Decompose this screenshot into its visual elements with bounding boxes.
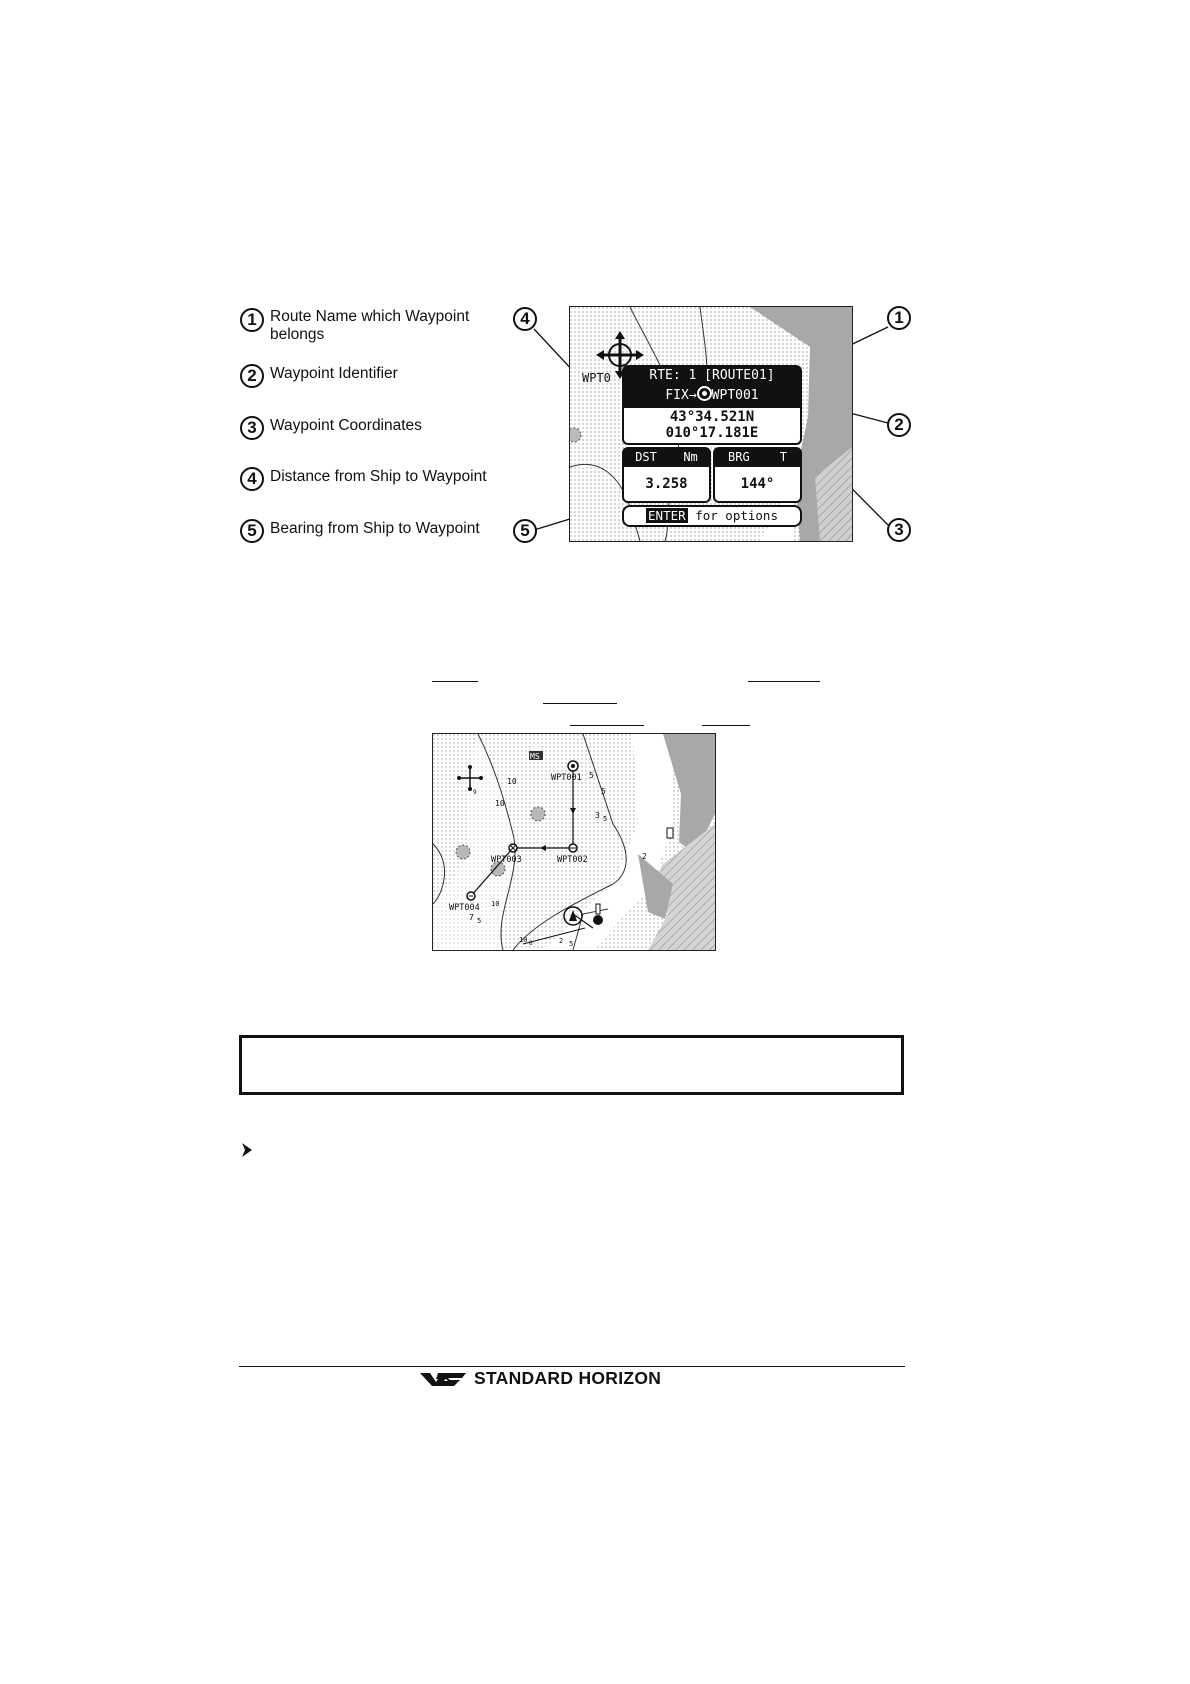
- depth-sounding: 10: [507, 777, 517, 786]
- legend-number: 5: [240, 519, 264, 543]
- enter-key: ENTER: [648, 508, 686, 523]
- ms-label: MS: [530, 752, 540, 761]
- chart-screen-2: [432, 733, 716, 951]
- buoy-icon: [667, 828, 673, 838]
- route-name: RTE: 1 [ROUTE01]: [649, 368, 775, 383]
- depth-sounding: 5: [569, 940, 574, 948]
- depth-sounding: 2: [642, 852, 647, 861]
- chart-screen-1: [569, 306, 853, 542]
- legend-number: 1: [240, 308, 264, 332]
- waypoint-label: WPT003: [491, 855, 522, 865]
- depth-sounding: 5: [601, 787, 606, 796]
- legend-text: Waypoint Identifier: [270, 365, 398, 382]
- dst-column: [622, 447, 711, 503]
- callout-5: 5: [513, 519, 537, 543]
- note-box: [239, 1035, 904, 1095]
- options-text: for options: [695, 508, 778, 523]
- legend-number: 3: [240, 416, 264, 440]
- standard-horizon-logo-icon: [420, 1370, 468, 1388]
- waypoint-marker: [467, 892, 475, 900]
- popup-header: [622, 365, 802, 408]
- bullet-arrow-icon: [240, 1142, 254, 1158]
- waypoint-marker: [509, 844, 517, 852]
- waypoint-label: WPT001: [551, 773, 582, 783]
- callout-4: 4: [513, 307, 537, 331]
- waypoint-label: WPT002: [557, 855, 588, 865]
- underline-mark: [748, 681, 820, 682]
- brand: [420, 1368, 661, 1389]
- brg-value: 144°: [713, 467, 802, 503]
- underline-mark: [570, 725, 644, 726]
- legend-text: Route Name which Waypoint belongs: [270, 308, 470, 343]
- latitude: 43°34.521N: [669, 409, 755, 425]
- brg-header: BRG T: [713, 447, 802, 467]
- dst-value: 3.258: [622, 467, 711, 503]
- underline-mark: [702, 725, 750, 726]
- options-bar[interactable]: [622, 505, 802, 527]
- waypoint-marker: [569, 844, 577, 852]
- depth-sounding: 5: [477, 917, 482, 925]
- depth-sounding: 5: [589, 771, 594, 780]
- depth-sounding: 10: [495, 799, 505, 808]
- callout-3: 3: [887, 518, 911, 542]
- depth-sounding: 7: [469, 913, 474, 922]
- depth-sounding: 10: [519, 936, 528, 944]
- target-icon: [697, 386, 712, 401]
- depth-sounding: 6: [529, 940, 533, 947]
- depth-sounding: 9: [473, 789, 477, 796]
- coordinates: [622, 408, 802, 445]
- legend-text: Distance from Ship to Waypoint: [270, 468, 487, 485]
- callout-2: 2: [887, 413, 911, 437]
- legend-number: 4: [240, 467, 264, 491]
- underline-mark: [432, 681, 478, 682]
- fix-prefix: FIX→: [665, 388, 697, 403]
- callout-1: 1: [887, 306, 911, 330]
- footer-rule: [239, 1366, 905, 1367]
- depth-sounding: 2: [559, 937, 564, 945]
- dst-header: DST Nm: [622, 447, 711, 467]
- legend-text: Waypoint Coordinates: [270, 417, 422, 434]
- underline-mark: [543, 703, 617, 704]
- brg-column: [713, 447, 802, 503]
- legend-number: 2: [240, 364, 264, 388]
- waypoint-marker: [568, 761, 578, 771]
- depth-sounding: 10: [491, 900, 500, 908]
- map-waypoint-label: WPT0: [582, 371, 611, 385]
- waypoint-id: WPT001: [711, 388, 759, 403]
- depth-sounding: 3: [595, 811, 600, 820]
- waypoint-info-popup: [622, 365, 802, 527]
- longitude: 010°17.181E: [665, 425, 759, 441]
- depth-sounding: 5: [603, 815, 608, 823]
- nav-data-panel: [622, 447, 802, 503]
- brand-name: STANDARD HORIZON: [474, 1368, 662, 1388]
- waypoint-label: WPT004: [449, 903, 480, 913]
- waypoint-identifier-line: [622, 386, 802, 406]
- route-chart: [433, 734, 715, 950]
- legend-text: Bearing from Ship to Waypoint: [270, 520, 480, 537]
